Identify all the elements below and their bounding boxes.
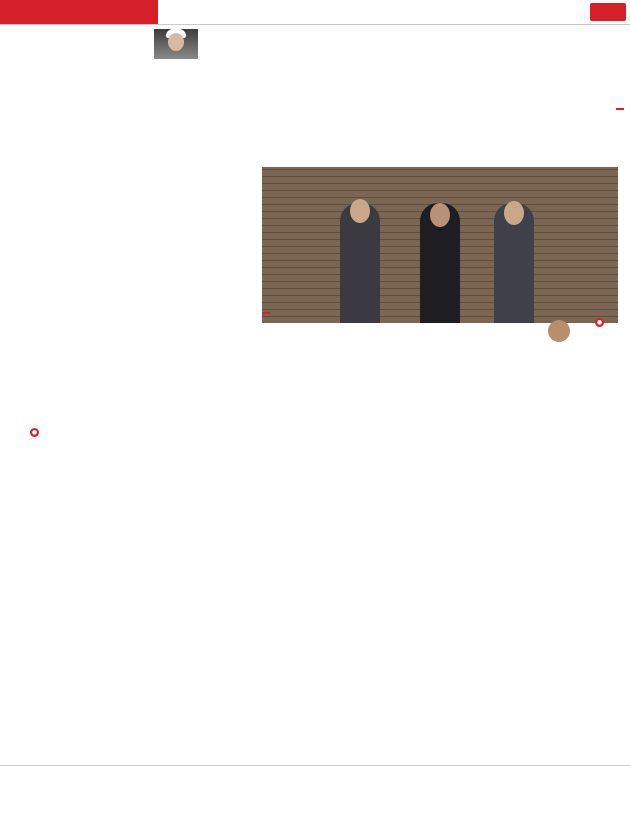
section-tag (616, 108, 624, 110)
masthead (0, 0, 630, 25)
quote-icon: ● (31, 429, 38, 436)
page-number (0, 0, 34, 24)
author-avatar (548, 320, 570, 342)
quote-icon: ● (596, 319, 603, 326)
newspaper-logo (590, 3, 626, 21)
rouhani-photo (154, 29, 198, 59)
section-name (34, 0, 158, 24)
bottom-strip (0, 765, 630, 820)
main-photo (262, 167, 618, 323)
photo-caption (262, 312, 270, 314)
